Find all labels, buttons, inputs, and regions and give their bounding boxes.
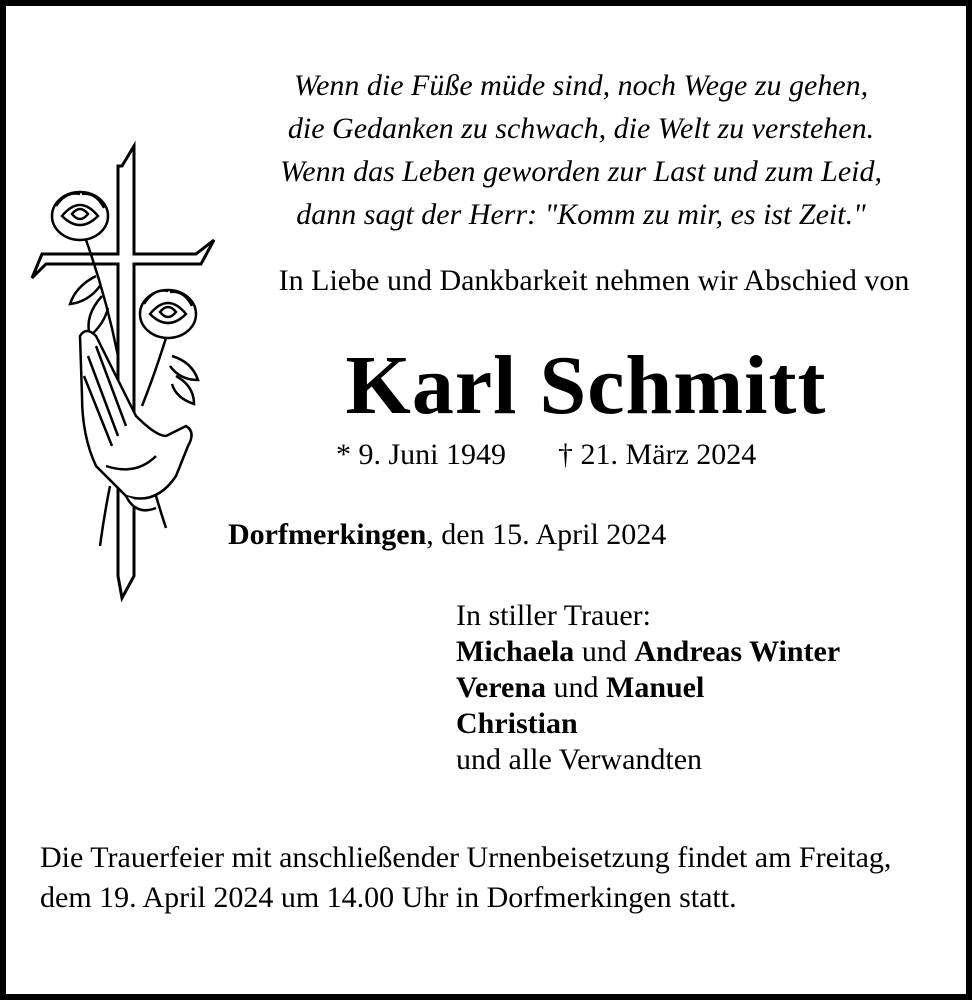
conjunction: und xyxy=(546,671,606,704)
date-text: , den 15. April 2024 xyxy=(426,518,667,551)
cross-roses-praying-hands-icon xyxy=(26,136,226,606)
memorial-poem xyxy=(226,64,936,236)
mourner-name: Manuel xyxy=(606,671,705,704)
poem-line: Wenn das Leben geworden zur Last und zum Leid, xyxy=(280,155,882,188)
birth-date: * 9. Juni 1949 xyxy=(336,438,507,471)
poem-line: Wenn die Füße müde sind, noch Wege zu gehen, xyxy=(293,69,869,102)
poem-line: dann sagt der Herr: "Komm zu mir, es ist Zeit." xyxy=(296,198,866,231)
poem-line: die Gedanken zu schwach, die Welt zu verstehen. xyxy=(287,112,875,145)
mourner-line: und alle Verwandten xyxy=(456,743,703,776)
conjunction: und xyxy=(574,635,635,668)
mourner-name: Andreas Winter xyxy=(634,635,841,668)
place-and-date xyxy=(228,518,666,552)
farewell-intro: In Liebe und Dankbarkeit nehmen wir Abschied von xyxy=(278,264,910,297)
mourner-name: Michaela xyxy=(456,635,575,668)
mourner-line xyxy=(456,670,840,706)
mourner-line xyxy=(456,706,840,742)
mourner-name: Christian xyxy=(456,707,578,740)
mourners-list xyxy=(456,598,840,778)
deceased-name: Karl Schmitt xyxy=(345,339,827,432)
life-dates xyxy=(336,438,756,472)
place-name: Dorfmerkingen xyxy=(228,518,427,551)
death-date: † 21. März 2024 xyxy=(558,438,757,471)
mourner-line xyxy=(456,634,840,670)
funeral-notice: Die Trauerfeier mit anschließender Urnenbeisetzung findet am Freitag, dem 19. April 2024 um 14.00 Uhr in Dorfmerkingen statt. xyxy=(40,841,892,914)
mourner-name: Verena xyxy=(456,671,546,704)
mourners-heading: In stiller Trauer: xyxy=(456,599,651,632)
